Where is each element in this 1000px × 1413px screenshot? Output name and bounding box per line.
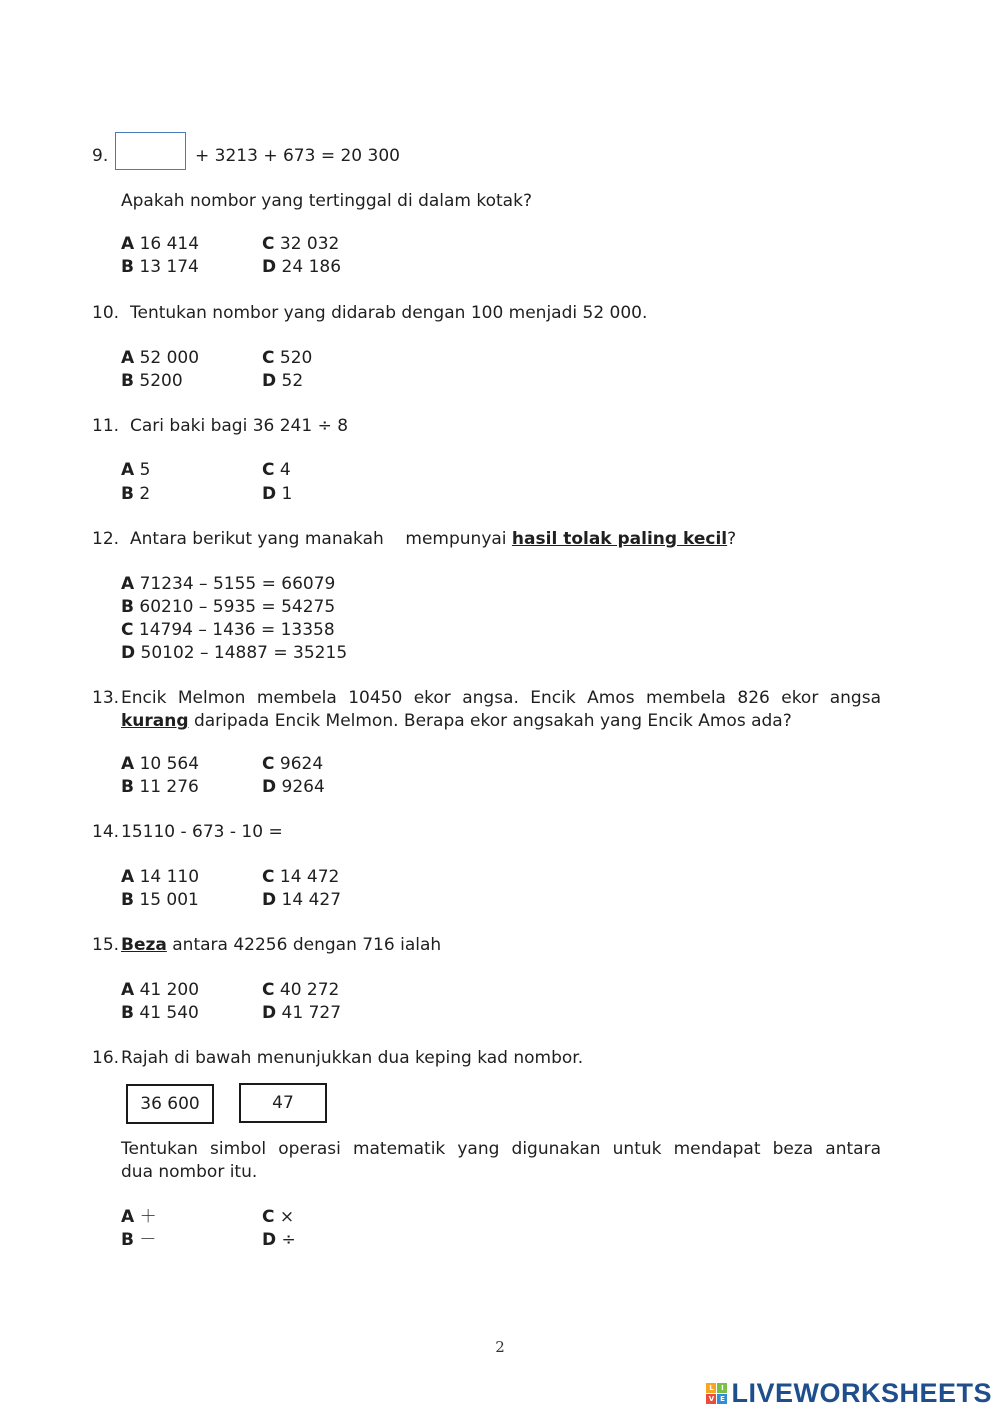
q12-emphasis: hasil tolak paling kecil: [511, 529, 728, 549]
q13-question-line1: Encik Melmon membela 10450 ekor angsa. Encik Amos membela 826 ekor angsa: [121, 688, 881, 708]
q13-option-a[interactable]: A 10 564: [121, 754, 200, 774]
q16-option-a[interactable]: A ＋: [121, 1207, 157, 1227]
q11-option-d[interactable]: D 1: [262, 484, 293, 504]
q16-number: 16.: [92, 1048, 120, 1068]
brand-watermark[interactable]: [706, 1378, 992, 1408]
brand-name: LIVEWORKSHEETS: [731, 1377, 992, 1408]
q13-option-c[interactable]: C 9624: [262, 754, 324, 774]
q9-option-a[interactable]: A 16 414: [121, 234, 200, 254]
q11-option-c[interactable]: C 4: [262, 460, 291, 480]
q11-option-b[interactable]: B 2: [121, 484, 151, 504]
q15-option-c[interactable]: C 40 272: [262, 980, 340, 1000]
q15-question: Beza antara 42256 dengan 716 ialah: [121, 935, 442, 955]
q12-option-d[interactable]: D 50102 – 14887 = 35215: [121, 643, 348, 663]
q9-equation: + 3213 + 673 = 20 300: [195, 146, 400, 166]
q11-option-a[interactable]: A 5: [121, 460, 151, 480]
q12-question: Antara berikut yang manakah mempunyai hasil tolak paling kecil?: [130, 529, 737, 549]
q13-emphasis: kurang: [121, 711, 189, 731]
brand-logo-icon: L I V E: [706, 1383, 727, 1404]
q13-option-d[interactable]: D 9264: [262, 777, 325, 797]
q9-option-b[interactable]: B 13 174: [121, 257, 199, 277]
q14-number: 14.: [92, 822, 120, 842]
q9-question: Apakah nombor yang tertinggal di dalam kotak?: [121, 191, 532, 211]
q11-number: 11.: [92, 416, 120, 436]
q13-number: 13.: [92, 688, 120, 708]
q14-question: 15110 - 673 - 10 =: [121, 822, 283, 842]
number-card-1: 36 600: [126, 1084, 214, 1124]
q16-instruction-line2: dua nombor itu.: [121, 1162, 258, 1182]
page-number: 2: [495, 1338, 505, 1356]
q16-option-c[interactable]: C ×: [262, 1207, 295, 1227]
q13-option-b[interactable]: B 11 276: [121, 777, 199, 797]
number-card-2: 47: [239, 1083, 327, 1123]
q16-option-d[interactable]: D ÷: [262, 1230, 296, 1250]
q10-question: Tentukan nombor yang didarab dengan 100 menjadi 52 000.: [130, 303, 648, 323]
q12-option-c[interactable]: C 14794 – 1436 = 13358: [121, 620, 335, 640]
q9-answer-box[interactable]: [115, 132, 186, 170]
q15-number: 15.: [92, 935, 120, 955]
q12-option-a[interactable]: A 71234 – 5155 = 66079: [121, 574, 336, 594]
q14-option-d[interactable]: D 14 427: [262, 890, 342, 910]
q13-question-line2: kurang daripada Encik Melmon. Berapa ekor angsakah yang Encik Amos ada?: [121, 711, 792, 731]
q15-option-b[interactable]: B 41 540: [121, 1003, 199, 1023]
q15-emphasis: Beza: [121, 935, 167, 955]
q14-option-b[interactable]: B 15 001: [121, 890, 199, 910]
q16-question: Rajah di bawah menunjukkan dua keping kad nombor.: [121, 1048, 584, 1068]
q10-number: 10.: [92, 303, 120, 323]
q9-option-d[interactable]: D 24 186: [262, 257, 342, 277]
q10-option-c[interactable]: C 520: [262, 348, 313, 368]
q10-option-a[interactable]: A 52 000: [121, 348, 200, 368]
q16-instruction-line1: Tentukan simbol operasi matematik yang digunakan untuk mendapat beza antara: [121, 1139, 881, 1159]
q9-number: 9.: [92, 146, 109, 166]
q16-option-b[interactable]: B －: [121, 1230, 157, 1250]
q12-option-b[interactable]: B 60210 – 5935 = 54275: [121, 597, 336, 617]
q15-option-d[interactable]: D 41 727: [262, 1003, 342, 1023]
q9-option-c[interactable]: C 32 032: [262, 234, 340, 254]
q11-question: Cari baki bagi 36 241 ÷ 8: [130, 416, 349, 436]
q14-option-c[interactable]: C 14 472: [262, 867, 340, 887]
q15-option-a[interactable]: A 41 200: [121, 980, 200, 1000]
q14-option-a[interactable]: A 14 110: [121, 867, 200, 887]
q10-option-d[interactable]: D 52: [262, 371, 304, 391]
q10-option-b[interactable]: B 5200: [121, 371, 183, 391]
q12-number: 12.: [92, 529, 120, 549]
